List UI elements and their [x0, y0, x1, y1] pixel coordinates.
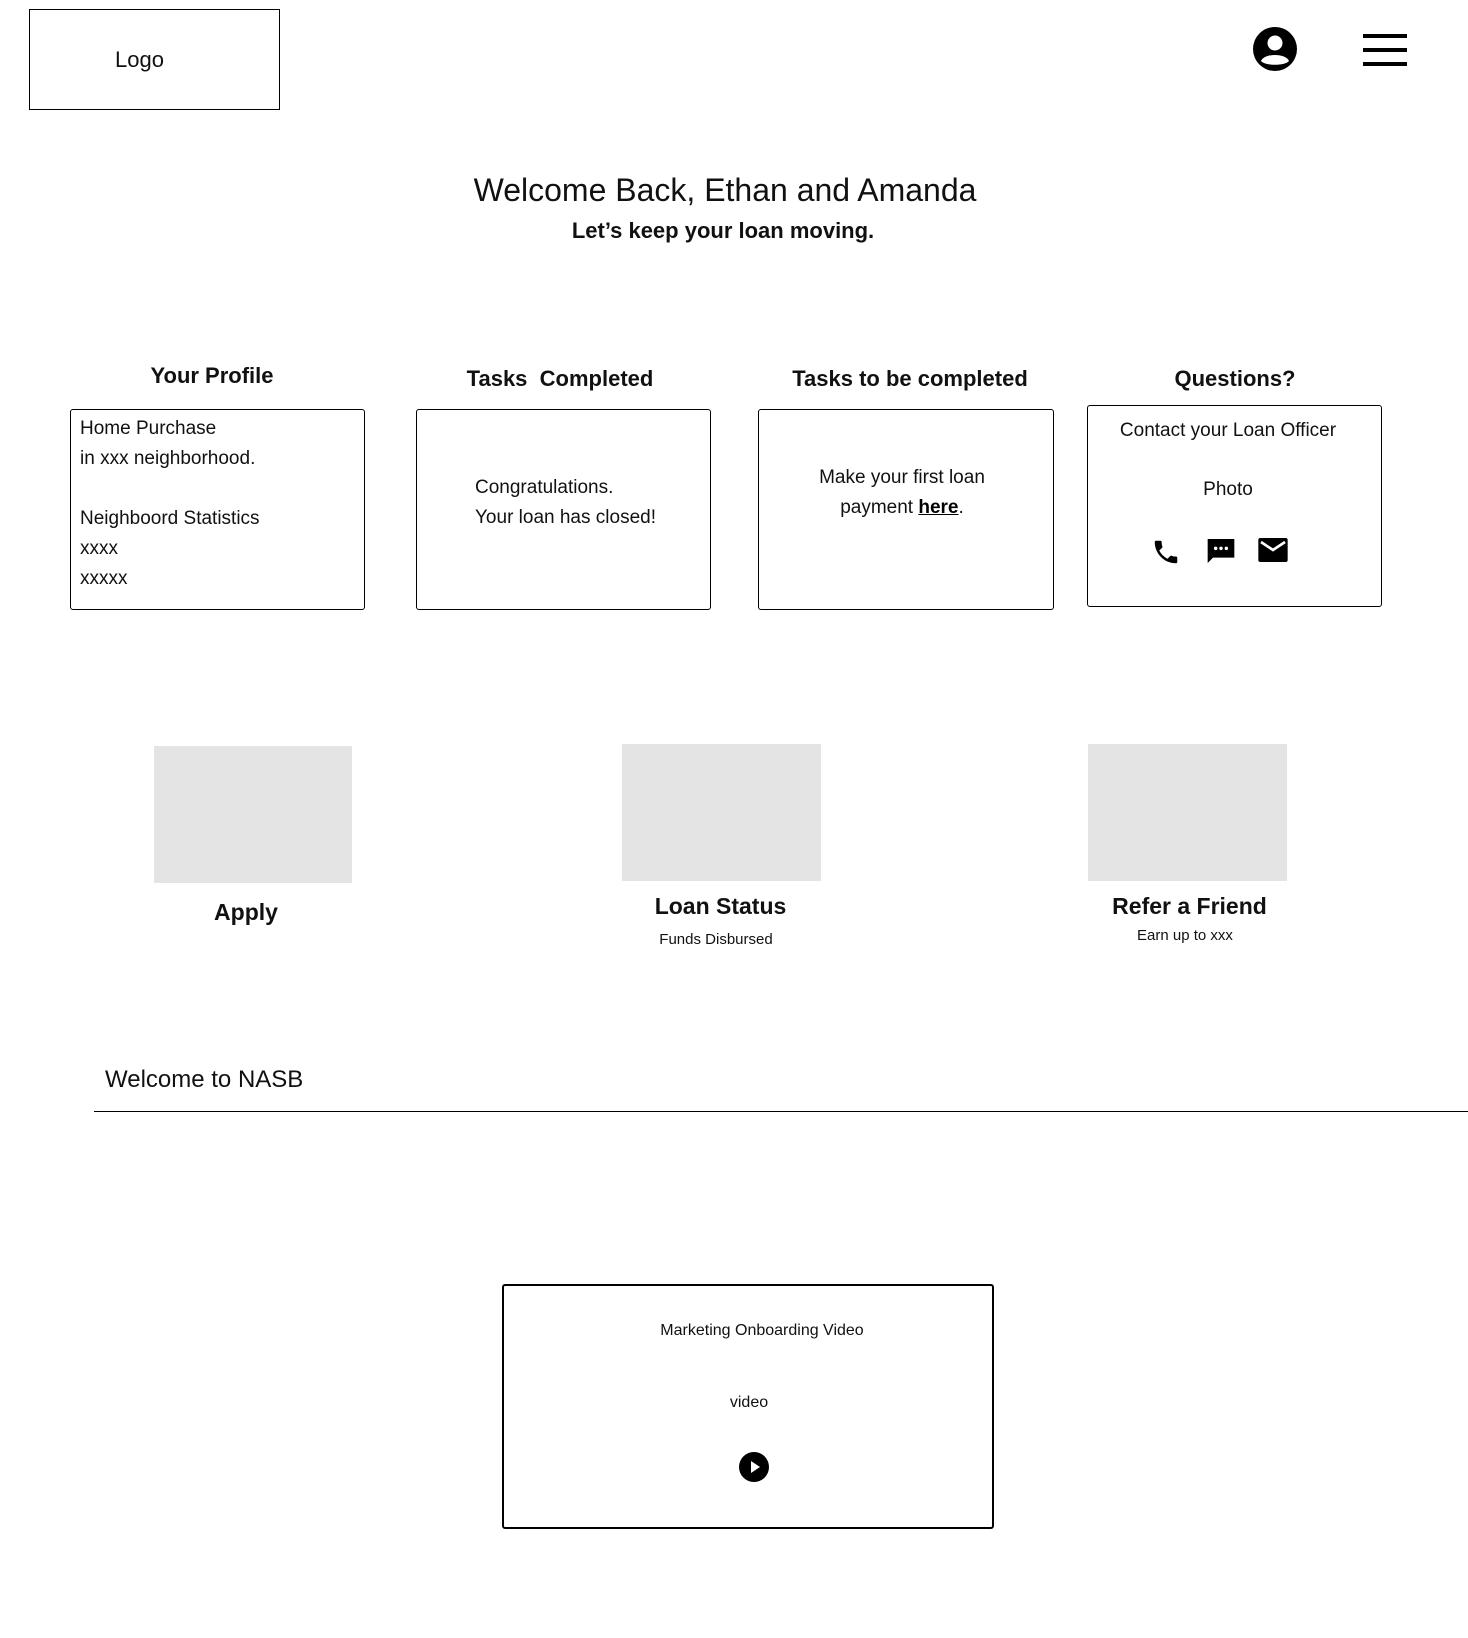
profile-heading: Your Profile: [150, 363, 274, 388]
logo-label: Logo: [115, 46, 164, 72]
completed-line: Your loan has closed!: [475, 507, 656, 528]
profile-line: Home Purchase: [80, 418, 217, 439]
email-icon: [1257, 536, 1289, 564]
phone-button[interactable]: [1150, 536, 1182, 568]
tasks-completed-card: [416, 409, 711, 610]
refer-friend-tile-sub: Earn up to xxx: [1137, 927, 1233, 944]
contact-label: Contact your Loan Officer: [1119, 420, 1337, 441]
todo-line: Make your first loan: [819, 467, 985, 488]
welcome-subheading: Let’s keep your loan moving.: [571, 218, 875, 243]
chat-icon: [1205, 535, 1237, 567]
completed-line: Congratulations.: [475, 477, 614, 498]
play-circle-icon: [739, 1452, 769, 1482]
tasks-todo-heading: Tasks to be completed: [792, 366, 1028, 391]
section-divider: [94, 1111, 1468, 1112]
loan-status-tile-image[interactable]: [622, 744, 821, 881]
refer-friend-tile-label[interactable]: Refer a Friend: [1112, 893, 1267, 919]
loan-status-tile-sub: Funds Disbursed: [659, 931, 773, 948]
phone-icon: [1151, 537, 1181, 567]
apply-tile-label[interactable]: Apply: [214, 899, 278, 925]
profile-line: Neighboord Statistics: [80, 508, 260, 529]
payment-link[interactable]: here: [918, 497, 959, 518]
tasks-todo-card: [758, 409, 1054, 610]
questions-card: [1087, 405, 1382, 607]
video-card: [502, 1284, 994, 1529]
tasks-completed-heading: Tasks Completed: [466, 366, 654, 391]
section-title: Welcome to NASB: [105, 1066, 304, 1093]
photo-placeholder: Photo: [1203, 479, 1253, 500]
play-button[interactable]: [738, 1451, 770, 1483]
video-placeholder: video: [729, 1394, 769, 1411]
menu-button[interactable]: [1363, 32, 1407, 68]
welcome-heading: Welcome Back, Ethan and Amanda: [473, 172, 977, 208]
profile-line: xxxxx: [80, 568, 128, 589]
profile-line: in xxx neighborhood.: [80, 448, 256, 469]
video-title: Marketing Onboarding Video: [660, 1322, 864, 1339]
loan-status-tile-label[interactable]: Loan Status: [654, 893, 787, 919]
todo-line: [751, 493, 1053, 523]
chat-button[interactable]: [1204, 534, 1238, 568]
refer-friend-tile-image[interactable]: [1088, 744, 1287, 881]
profile-button[interactable]: [1252, 26, 1298, 72]
todo-line-suffix: .: [958, 497, 964, 518]
profile-line: xxxx: [80, 538, 118, 559]
profile-card: [70, 409, 365, 610]
hamburger-menu-icon: [1363, 32, 1407, 68]
account-circle-icon: [1252, 26, 1298, 72]
questions-heading: Questions?: [1174, 366, 1296, 391]
todo-line-prefix: payment: [840, 497, 919, 518]
logo[interactable]: [29, 9, 280, 110]
email-button[interactable]: [1256, 534, 1290, 566]
apply-tile-image[interactable]: [154, 746, 352, 883]
